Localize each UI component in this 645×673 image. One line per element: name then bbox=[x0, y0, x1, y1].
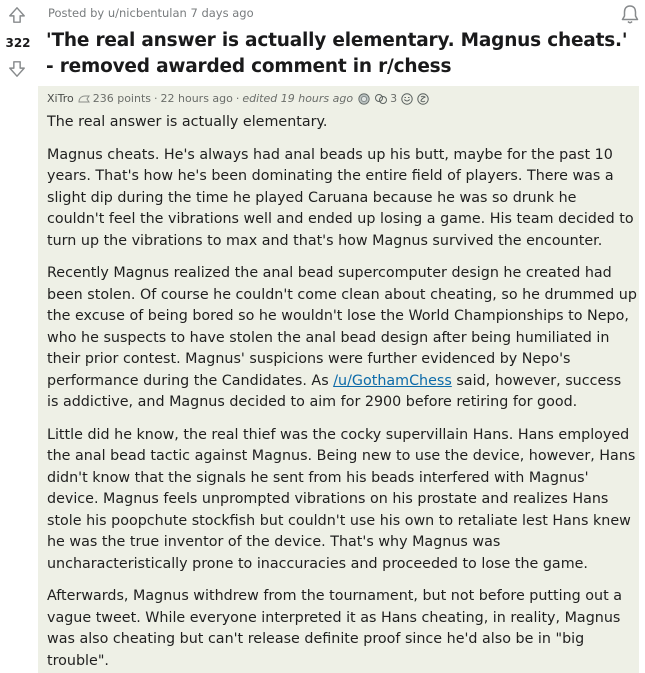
post-title[interactable]: 'The real answer is actually elementary. Magnus cheats.' - removed awarded comment in r/chess bbox=[46, 30, 628, 77]
post-meta: Posted by u/nicbentulan 7 days ago bbox=[48, 6, 254, 20]
comment-paragraph bbox=[47, 263, 637, 414]
comment-paragraph: The real answer is actually elementary. bbox=[47, 114, 328, 130]
bell-icon[interactable] bbox=[620, 4, 640, 26]
points-icon bbox=[77, 93, 91, 105]
comment-body bbox=[47, 112, 637, 673]
silver-award-icon[interactable] bbox=[358, 93, 370, 105]
gold-award-icon[interactable] bbox=[417, 93, 429, 105]
comment-card bbox=[38, 86, 639, 673]
paragraph-text: Recently Magnus realized the anal bead supercomputer design he created had been stolen. Of course he couldn't come clean about cheating, so he drummed up the excuse of being bored so he wouldn't lose the World Championships to Nepo, who he suspects to have stolen the anal bead design after being humiliated in their prior contest. Magnus' suspicions were further evidenced by Nepo's performance during the Candidates. As bbox=[47, 265, 637, 389]
vote-count: 322 bbox=[5, 36, 31, 50]
wholesome-award-icon[interactable] bbox=[401, 93, 413, 105]
comment-paragraph: Afterwards, Magnus withdrew from the tournament, but not before putting out a vague tweet. While everyone interpreted it as Hans cheating, in reality, Magnus was also cheating but can't release definite proof since he'd also be in "big trouble". bbox=[47, 588, 623, 669]
downvote-arrow-icon[interactable] bbox=[8, 60, 26, 78]
comment-author[interactable]: XiTro bbox=[47, 92, 74, 105]
comment-paragraph: Magnus cheats. He's always had anal beads up his butt, maybe for the past 10 years. That's how he's been dominating the entire field of players. There was a slight dip during the time he played Caruana because he was so drunk he couldn't feel the vibrations well and ended up losing a game. His team decided to turn up the vibrations to max and that's how Magnus survived the encounter. bbox=[47, 146, 634, 249]
comment-edited: edited 19 hours ago bbox=[242, 92, 354, 105]
paragraph-text: said, however, success is addictive, and Magnus decided to aim for 2900 before retiring for good. bbox=[47, 372, 622, 410]
comment-paragraph: Little did he know, the real thief was the cocky supervillain Hans. Hans employed the anal bead tactic against Magnus. Being new to use the device, however, Hans didn't know that the signals he sent from his beads interfered with Magnus' device. Magnus feels unprompted vibrations on his prostate and realizes Hans stole his poopchute stockfish but couldn't use his own to retaliate lest Hans knew he was the true inventor of the device. That's why Magnus was uncharacteristically prone to inaccuracies and proceeded to lose the game. bbox=[47, 426, 636, 572]
award-count: 3 bbox=[390, 92, 398, 105]
comment-header: XiTro 236 points · 22 hours ago · edited 19 hours ago 3 bbox=[47, 92, 431, 105]
comment-points: 236 points bbox=[92, 92, 151, 105]
upvote-arrow-icon[interactable] bbox=[8, 6, 26, 24]
user-mention-link[interactable]: /u/GothamChess bbox=[333, 372, 452, 389]
comment-time: 22 hours ago bbox=[160, 92, 233, 105]
helpful-award-icon[interactable] bbox=[374, 93, 388, 105]
